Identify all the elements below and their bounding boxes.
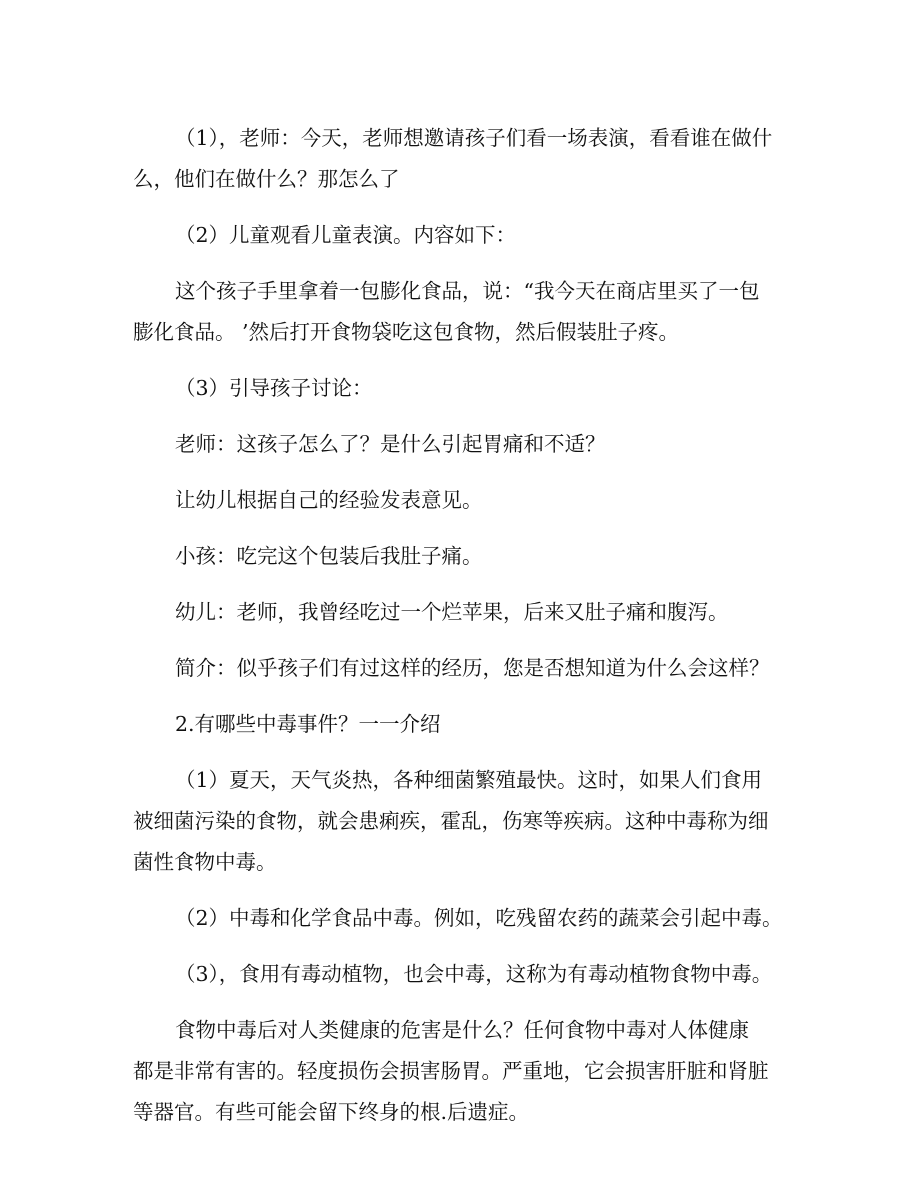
paragraph [175, 215, 790, 256]
paragraph [175, 704, 790, 745]
paragraph-line: 被细菌污染的食物，就会患痢疾，霍乱，伤寒等疾病。这种中毒称为细 [133, 809, 769, 833]
paragraph-line: 老师：这孩子怎么了？是什么引起胃痛和不适？ [175, 432, 606, 456]
paragraph [175, 954, 790, 995]
paragraph-line: （1）夏天，天气炎热，各种细菌繁殖最快。这时，如果人们食用 [175, 768, 763, 792]
paragraph-line: （2）中毒和化学食品中毒。例如，吃残留农药的蔬菜会引起中毒。 [175, 906, 783, 930]
paragraph-line: 这个孩子手里拿着一包膨化食品，说：“我今天在商店里买了一包 [175, 279, 760, 303]
paragraph-line: （3）引导孩子讨论： [175, 376, 373, 400]
paragraph-line: 幼儿：老师，我曾经吃过一个烂苹果，后来又肚子痛和腹泻。 [175, 600, 729, 624]
paragraph-line: 2.有哪些中毒事件？一一介绍 [175, 712, 441, 736]
paragraph [175, 648, 790, 689]
paragraph [175, 898, 790, 939]
paragraph [133, 271, 790, 353]
paragraph-line: 食物中毒后对人类健康的危害是什么？任何食物中毒对人体健康 [175, 1018, 749, 1042]
paragraph [175, 480, 790, 521]
paragraph-line: 么，他们在做什么？那怎么了 [133, 167, 400, 191]
paragraph-line: 小孩：吃完这个包装后我肚子痛。 [175, 544, 483, 568]
paragraph-line: （1），老师：今天，老师想邀请孩子们看一场表演，看看谁在做什 [175, 126, 773, 150]
paragraph [133, 760, 790, 883]
paragraph-line: 都是非常有害的。轻度损伤会损害肠胃。严重地，它会损害肝脏和肾脏 [133, 1059, 769, 1083]
paragraph [133, 118, 790, 200]
paragraph [175, 424, 790, 465]
paragraph-line: 让幼儿根据自己的经验发表意见。 [175, 488, 483, 512]
paragraph-line: 菌性食物中毒。 [133, 850, 277, 874]
paragraph [175, 368, 790, 409]
paragraph-line: 膨化食品。 ’然后打开食物袋吃这包食物，然后假装肚子疼。 [133, 320, 680, 344]
document-body [133, 118, 790, 1148]
paragraph [175, 536, 790, 577]
paragraph-line: （2）儿童观看儿童表演。内容如下： [175, 223, 517, 247]
paragraph [175, 592, 790, 633]
paragraph-line: （3），食用有毒动植物，也会中毒，这称为有毒动植物食物中毒。 [175, 962, 773, 986]
paragraph [133, 1010, 790, 1133]
paragraph-line: 简介：似乎孩子们有过这样的经历，您是否想知道为什么会这样？ [175, 656, 770, 680]
paragraph-line: 等器官。有些可能会留下终身的根.后遗症。 [133, 1100, 530, 1124]
